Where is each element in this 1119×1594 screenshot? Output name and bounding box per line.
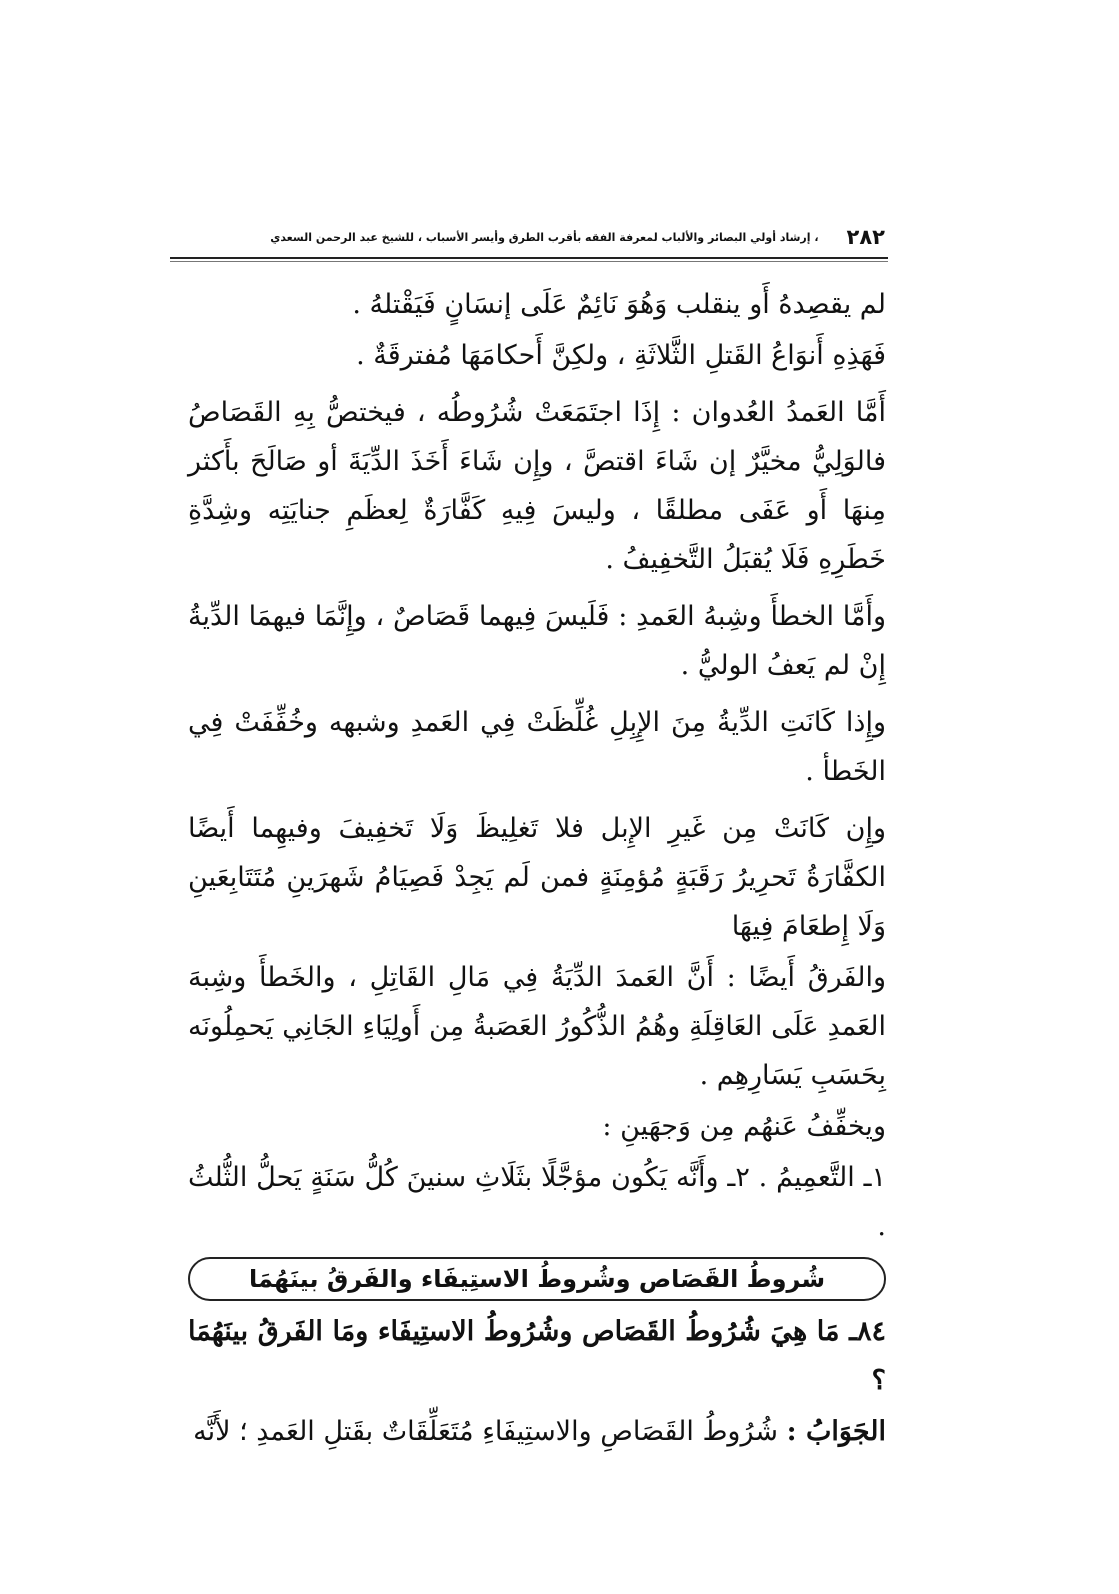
header-rule [170, 257, 888, 259]
page-number: ٢٨٢ [846, 225, 885, 249]
paragraph: ١ـ التَّعمِيمُ . ٢ـ وأَنَّه يَكُون مؤجَّلًا بثَلَاثِ سنينَ كُلُّ سَنَةٍ يَحلُّ الثُّلثُ . [188, 1162, 886, 1242]
section-heading: شُروطُ القَصَاص وشُروطُ الاستِيفَاء والفَرقُ بينَهُمَا [188, 1257, 886, 1301]
paragraph: أَمَّا العَمدُ العُدوان : إِذَا اجتَمَعَتْ شُرُوطُه ، فيختصُّ بِهِ القَصَاصُ فالوَلِيُّ مخيَّرٌ إن شَاءَ اقتصَّ ، وإِن شَاءَ أَخَذَ الدِّيَةَ أو صَالَحَ بأَكثر مِنهَا أَو عَفَى مطلقًا ، وليسَ فِيهِ كَفَّارَةٌ لِعظَمِ جنايَتِه وشِدَّةِ خَطَرِهِ فَلَا يُقبَلُ التَّخفِيفُ . [188, 397, 886, 575]
header-rule-thin [170, 261, 888, 262]
paragraph: وإِذا كَانَتِ الدِّيةُ مِنَ الإِبِلِ غُلِّظَتْ فِي العَمدِ وشبهه وخُفِّفَتْ فِي الخَطأ . [188, 707, 886, 787]
running-header [180, 222, 885, 252]
paragraph: ويخفِّفُ عَنهُم مِن وَجهَينِ : [602, 1111, 886, 1142]
book-title: ، إرشاد أولي البصائر والألباب لمعرفة الفقه بأقرب الطرق وأيسر الأسباب ، للشيخ عبد الرحمن السعدي [270, 230, 819, 244]
paragraph: لم يقصِدهُ أَو ينقلب وَهُوَ نَائِمٌ عَلَى إنسَانٍ فَيَقْتلهُ . [352, 289, 886, 320]
answer [188, 1407, 886, 1456]
paragraph: والفَرقُ أَيضًا : أَنَّ العَمدَ الدِّيَةُ فِي مَالِ القَاتِلِ ، والخَطأَ وشِبهَ العَمدِ عَلَى العَاقِلَةِ وهُمُ الذُّكُورُ العَصَبةُ مِن أَولِيَاءِ الجَانِي يَحمِلُونَه بِحَسَبِ يَسَارِهِم . [188, 962, 886, 1091]
question: ٨٤ـ مَا هِيَ شُرُوطُ القَصَاص وشُرُوطُ الاستِيفَاء ومَا الفَرقُ بينَهُمَا ؟ [188, 1316, 886, 1396]
paragraph: وإِن كَانَتْ مِن غَيرِ الإِبل فلا تَغلِيظَ وَلَا تَخفِيفَ وفيهِما أَيضًا الكفَّارَةُ تَحرِيرُ رَقَبَةٍ مُؤمِنَةٍ فمن لَم يَجِدْ فَصِيَامُ شَهرَينِ مُتَتَابِعَينِ وَلَا إِطعَامَ فِيهَا [188, 813, 887, 942]
answer-text: شُرُوطُ القَصَاصِ والاستِيفَاءِ مُتَعَلِّقَاتٌ بقَتلِ العَمدِ ؛ لأَنَّه [193, 1416, 778, 1447]
paragraph: وأَمَّا الخطأَ وشِبهُ العَمدِ : فَلَيسَ فِيهما قَصَاصٌ ، وإِنَّمَا فيهمَا الدِّيةُ إِنْ لم يَعفُ الوليُّ . [188, 601, 886, 681]
body-text [188, 280, 886, 1458]
answer-label: الجَوَابُ : [786, 1416, 886, 1447]
paragraph: فَهَذِهِ أَنوَاعُ القَتلِ الثَّلاثَةِ ، ولكِنَّ أَحكامَهَا مُفترقَةٌ . [356, 340, 886, 371]
